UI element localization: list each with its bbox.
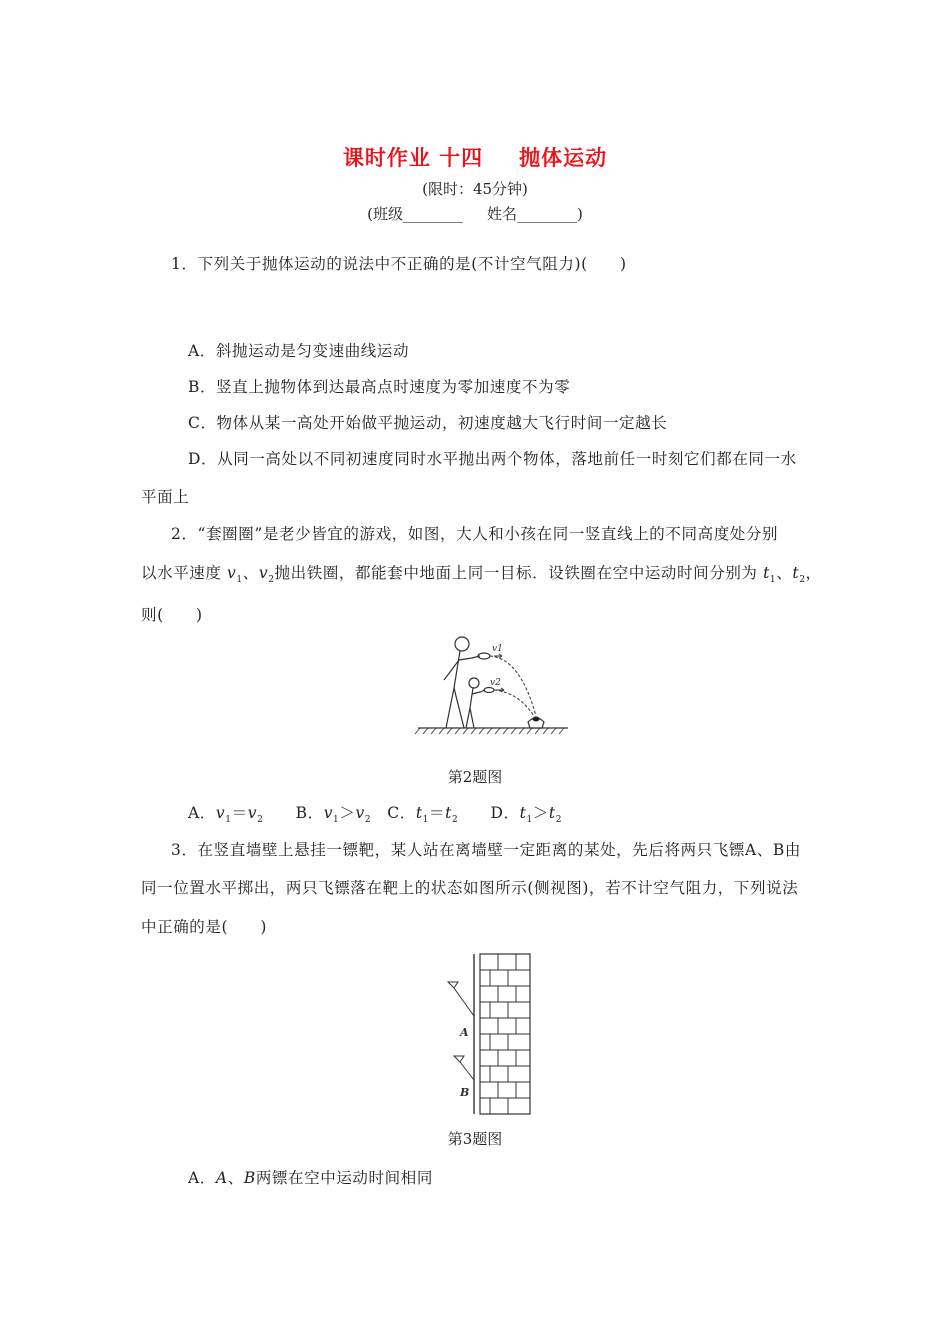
figure-2-label-v2: v2 <box>490 678 501 688</box>
figure-2-ring-toss <box>410 630 570 740</box>
dart-a <box>448 982 474 1016</box>
q1-option-a: A．斜抛运动是匀变速曲线运动 <box>188 342 410 360</box>
figure-3-label-a: A <box>460 1026 469 1039</box>
class-label: (班级________ <box>367 205 463 223</box>
dart-b <box>454 1056 474 1080</box>
figure-3-dartboard-wall <box>440 952 540 1122</box>
figure-3-caption: 第3题图 <box>447 1130 503 1148</box>
q1-option-d-line1: D．从同一高处以不同初速度同时水平抛出两个物体，落地前任一时刻它们都在同一水 <box>188 450 797 468</box>
q1-stem: 1．下列关于抛体运动的说法中不正确的是(不计空气阻力)( ) <box>171 255 627 273</box>
q3-line1: 3．在竖直墙壁上悬挂一镖靶，某人站在离墙壁一定距离的某处，先后将两只飞镖A、B由 <box>171 841 801 859</box>
q2-line3: 则( ) <box>141 606 203 624</box>
class-name-line <box>0 203 950 224</box>
figure-2-caption: 第2题图 <box>447 768 503 786</box>
figure-2-label-v1: v1 <box>492 644 503 654</box>
title-left: 课时作业 十四 <box>342 146 484 170</box>
time-limit: (限时：45分钟) <box>422 180 528 198</box>
title-right: 抛体运动 <box>519 146 608 170</box>
q1-option-b: B．竖直上抛物体到达最高点时速度为零加速度不为零 <box>188 378 571 396</box>
q3-line2: 同一位置水平掷出，两只飞镖落在靶上的状态如图所示(侧视图)，若不计空气阻力，下列说法 <box>141 879 799 897</box>
page-title <box>0 142 950 172</box>
q2-line2: 以水平速度 $v_1$、$v_2$抛出铁圈，都能套中地面上同一目标．设铁圈在空中运动时间分别为 $t_1$、$t_2$， <box>141 564 822 586</box>
figure-3-label-b: B <box>460 1086 470 1099</box>
q2-line1: 2．“套圈圈”是老少皆宜的游戏，如图，大人和小孩在同一竖直线上的不同高度处分别 <box>171 525 779 543</box>
q3-option-a: A．A、B两镖在空中运动时间相同 <box>188 1169 433 1187</box>
q2-options: A．$v_1=v_2$ B．$v_1>v_2$ C．$t_1=t_2$ D．$t_1>t_2$ <box>188 804 563 826</box>
q3-line3: 中正确的是( ) <box>141 918 267 936</box>
q1-option-c: C．物体从某一高处开始做平抛运动，初速度越大飞行时间一定越长 <box>188 414 668 432</box>
q1-option-d-line2: 平面上 <box>141 488 190 506</box>
name-label: 姓名________) <box>487 205 583 223</box>
